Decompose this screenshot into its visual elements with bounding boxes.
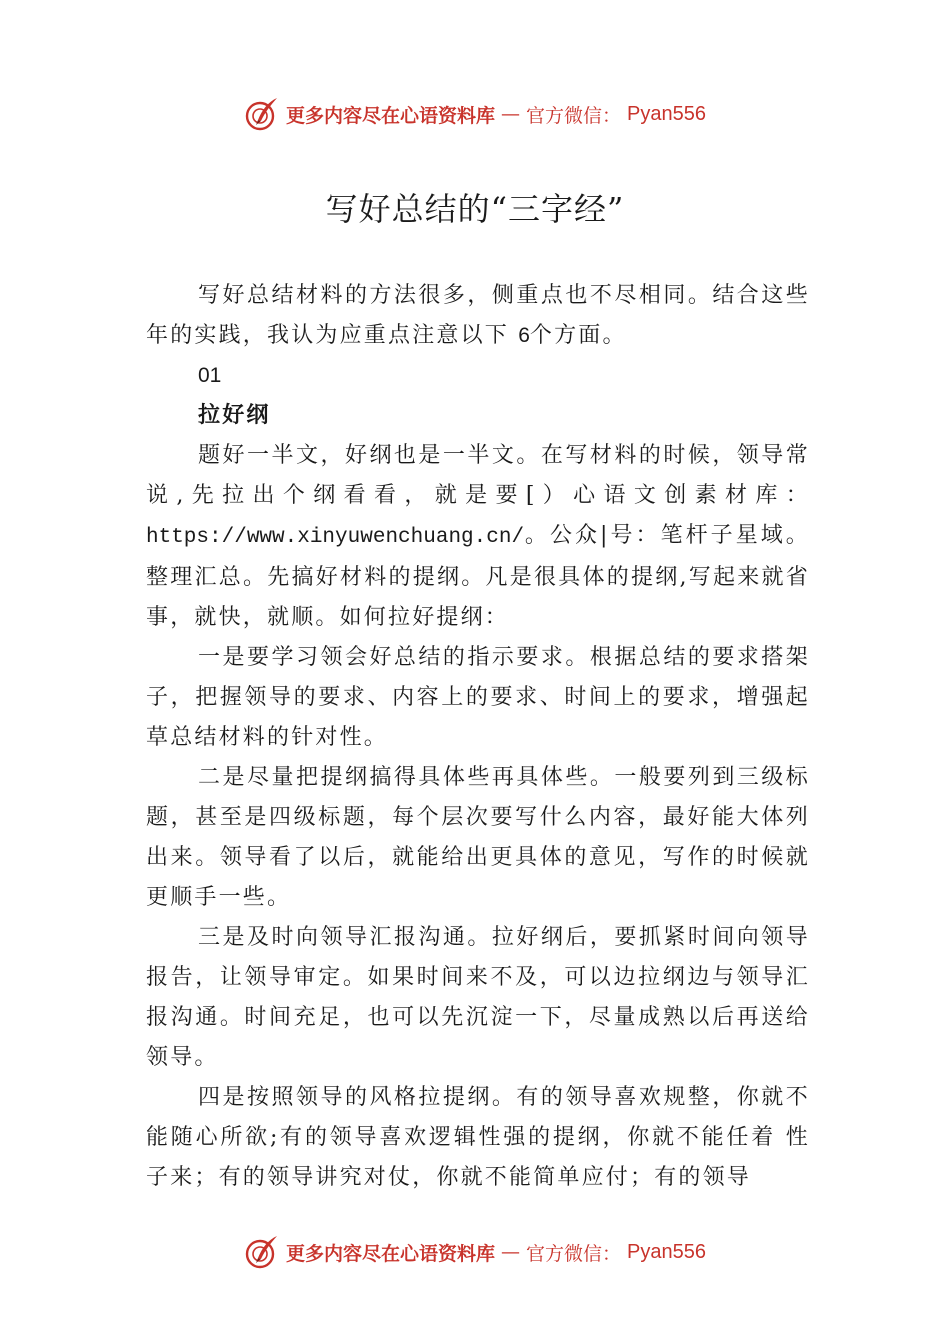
document-title: 写好总结的“三字经”: [325, 190, 625, 228]
section-paragraph-3: 二是尽量把提纲搞得具体些再具体些。一般要列到三级标题，甚至是四级标题，每个层次要写什么内容，最好能大体列出来。领导看了以后，就能给出更具体的意见，写作的时候就更顺手一些。: [146, 765, 810, 910]
section-number: 01: [198, 364, 222, 387]
intro-paragraph: [146, 276, 810, 356]
section-paragraph-2: 一是要学习领会好总结的指示要求。根据总结的要求搭架子，把握领导的要求、内容上的要求、时间上的要求，增强起草总结材料的针对性。: [146, 645, 810, 750]
intro-text-start: 写好总结材料的方法很多，侧重点也不尽相同。结合这些年的实践，我认为应重点注意以下: [146, 283, 810, 348]
banner-separator: —: [501, 103, 521, 125]
footer-watermark-banner: [0, 1232, 950, 1272]
banner-separator: —: [501, 1241, 521, 1263]
section-paragraph-1: [146, 436, 810, 638]
banner-slogan: 更多内容尽在心语资料库: [286, 104, 496, 127]
banner-wechat-label: 官方微信：: [526, 1242, 622, 1265]
section-paragraph-4: 三是及时向领导汇报沟通。拉好纲后，要抓紧时间向领导报告，让领导审定。如果时间来不及，可以边拉纲边与领导汇报沟通。时间充足，也可以先沉淀一下，尽量成熟以后再送给领导。: [146, 925, 810, 1070]
paragraph-1-text-end: 。公众|号：笔杆子星域。整理汇总。先搞好材料的提纲。凡是很具体的提纲,写起来就省事，就快，就顺。如何拉好提纲：: [146, 523, 810, 630]
banner-wechat-id: Pyan556: [627, 1240, 706, 1263]
section-paragraph-5: 四是按照领导的风格拉提纲。有的领导喜欢规整，你就不能随心所欲;有的领导喜欢逻辑性强的提纲，你就不能任着 性子来；有的领导讲究对仗，你就不能简单应付；有的领导: [146, 1085, 810, 1190]
banner-wechat-label: 官方微信：: [526, 104, 622, 127]
banner-slogan: 更多内容尽在心语资料库: [286, 1242, 496, 1265]
intro-text-end: 个方面。: [529, 323, 627, 348]
intro-count: 6: [518, 324, 530, 347]
paragraph-1-text-start: 题好一半文，好纲也是一半文。在写材料的时候，领导常说,先拉出个纲看看，就是要[）心语文创素材库：: [146, 443, 810, 508]
section-heading: 拉好纲: [198, 403, 271, 428]
quill-logo-icon: [244, 96, 280, 132]
banner-wechat-id: Pyan556: [627, 102, 706, 125]
source-url: https://www.xinyuwenchuang.cn/: [146, 526, 525, 549]
quill-logo-icon: [244, 1234, 280, 1270]
header-watermark-banner: [0, 94, 950, 134]
document-body: [146, 276, 810, 1198]
